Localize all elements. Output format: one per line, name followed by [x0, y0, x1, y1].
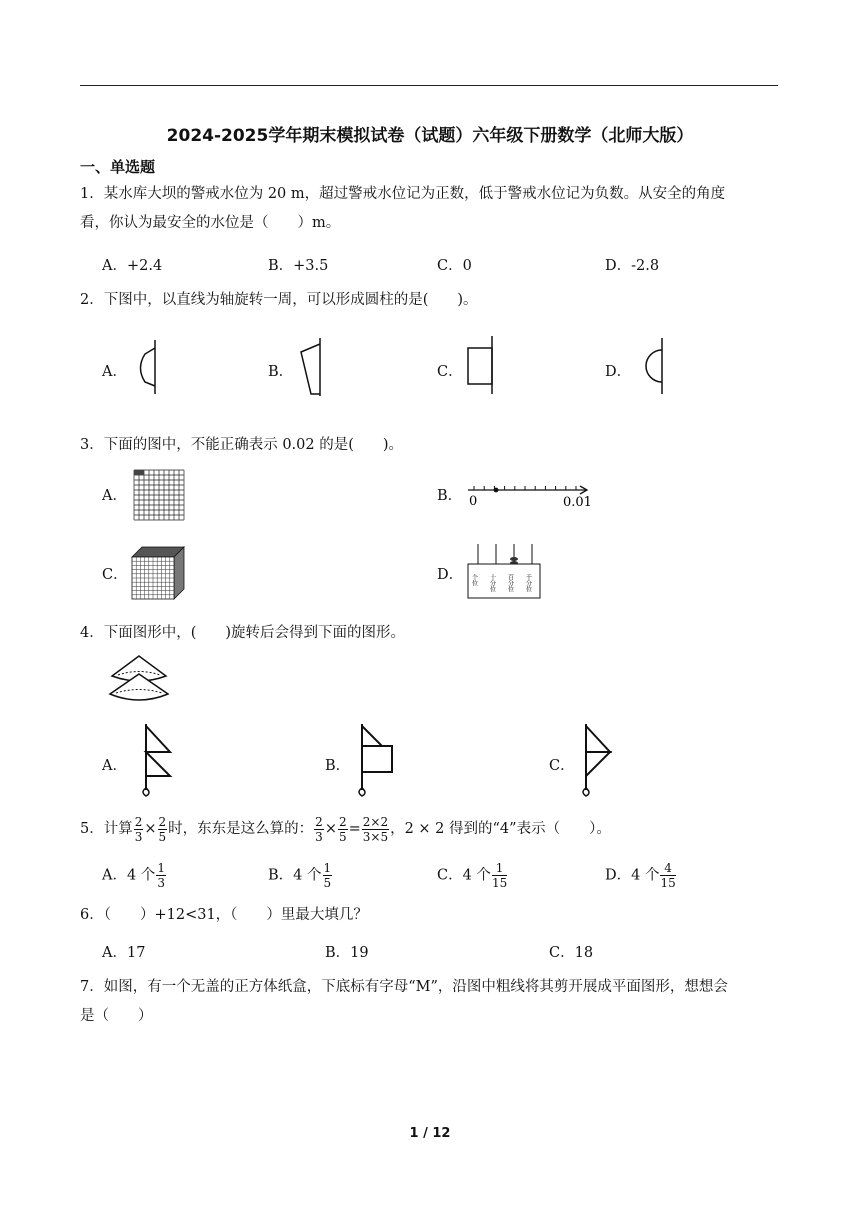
q2-figure-a — [130, 338, 170, 398]
q1-option-d[interactable]: D．-2.8 — [605, 258, 660, 274]
question-7 — [80, 973, 780, 1031]
q2-option-a[interactable]: A． — [102, 364, 127, 380]
q5-option-d[interactable]: D．4 个 $\frac{4}{15}$ — [605, 861, 676, 890]
number-line-label-0: 0 — [469, 494, 478, 509]
q3-option-b[interactable]: B． — [437, 488, 463, 504]
q2-option-c[interactable]: C． — [437, 364, 463, 380]
q5-fraction-2-5b: $\frac{2}{5}$ — [338, 814, 347, 844]
q1-option-a[interactable]: A．+2.4 — [102, 258, 163, 274]
q5-option-a[interactable]: A．4 个 $\frac{1}{3}$ — [102, 861, 165, 890]
number-line-label-001: 0.01 — [563, 495, 592, 510]
q5-option-b[interactable]: B．4 个 $\frac{1}{5}$ — [268, 861, 332, 890]
q2-option-d[interactable]: D． — [605, 364, 632, 380]
q5-fraction-2-3b: $\frac{2}{3}$ — [315, 814, 323, 844]
q2-figure-c — [462, 334, 502, 396]
q2-option-b[interactable]: B． — [268, 364, 294, 380]
header-rule — [80, 85, 778, 86]
q2-figure-b — [295, 336, 335, 398]
q5-mid: 时，东东是这么算的： — [168, 821, 314, 837]
question-7-line1: 7．如图，有一个无盖的正方体纸盒，下底标有字母“M”，沿图中粗线将其剪开展成平面图形，想想会 — [80, 979, 728, 995]
q5-fraction-2-3: $\frac{2}{3}$ — [134, 814, 143, 844]
abacus-label-tenths: 十分位 — [488, 574, 496, 592]
q4-figure-c — [576, 722, 618, 802]
q5-fraction-2-5: $\frac{2}{5}$ — [158, 814, 167, 844]
question-1 — [80, 180, 780, 238]
q4-target-cones-figure — [106, 654, 172, 706]
q1-option-b[interactable]: B．+3.5 — [268, 258, 329, 274]
page-title: 2024-2025学年期末模拟试卷（试题）六年级下册数学（北师大版） — [166, 126, 694, 146]
q6-option-b[interactable]: B．19 — [325, 945, 369, 961]
question-4: 4．下面图形中，( )旋转后会得到下面的图形。 — [80, 625, 406, 641]
q3-number-line — [466, 482, 596, 510]
q3-hundred-grid — [132, 468, 184, 518]
q1-option-c[interactable]: C．0 — [437, 258, 472, 274]
question-3: 3．下面的图中，不能正确表示 0.02 的是( )。 — [80, 437, 404, 453]
page-number: 1 / 12 — [409, 1126, 451, 1141]
question-6: 6．（ ）+12<31，（ ）里最大填几？ — [80, 907, 368, 923]
q4-option-c[interactable]: C． — [549, 758, 575, 774]
q5-option-c[interactable]: C．4 个 $\frac{1}{15}$ — [437, 861, 508, 890]
q3-abacus — [466, 542, 542, 600]
q3-thousand-cube — [130, 545, 186, 601]
abacus-label-thousandths: 千分位 — [524, 574, 532, 592]
q4-option-b[interactable]: B． — [325, 758, 351, 774]
q4-figure-a — [136, 722, 178, 802]
q4-figure-b — [352, 722, 398, 802]
q5-fraction-product: $\frac{2\times 2}{3\times 5}$ — [362, 814, 389, 844]
question-2: 2．下图中，以直线为轴旋转一周，可以形成圆柱的是( )。 — [80, 292, 478, 308]
q6-option-c[interactable]: C．18 — [549, 945, 594, 961]
abacus-label-ones: 个位 — [470, 574, 478, 586]
q3-option-d[interactable]: D． — [437, 567, 464, 583]
q2-figure-d — [632, 336, 672, 398]
q3-option-c[interactable]: C． — [102, 567, 128, 583]
question-1-line1: 1．某水库大坝的警戒水位为 20 m，超过警戒水位记为正数，低于警戒水位记为负数。从安全的角度 — [80, 186, 726, 202]
question-5: 5．计算 $\frac{2}{3}$ × $\frac{2}{5}$ 时，东东是这么算的： $\frac{2}{3}$ × $\frac{2}{5}$ = $\frac{2\times 2}{3\times 5}$ ，2 × 2 得到的“4”表示（ ）。 — [80, 814, 611, 844]
question-1-line2: 看，你认为最安全的水位是（ ）m。 — [80, 215, 341, 231]
q5-prefix: 5．计算 — [80, 821, 133, 837]
q4-option-a[interactable]: A． — [102, 758, 127, 774]
q6-option-a[interactable]: A．17 — [102, 945, 146, 961]
abacus-label-hundredths: 百分位 — [506, 574, 514, 592]
question-7-line2: 是（ ） — [80, 1008, 153, 1024]
section-heading: 一、单选题 — [80, 158, 156, 176]
q5-suffix: ，2 × 2 得到的“4”表示（ ）。 — [390, 821, 611, 837]
q3-option-a[interactable]: A． — [102, 488, 127, 504]
